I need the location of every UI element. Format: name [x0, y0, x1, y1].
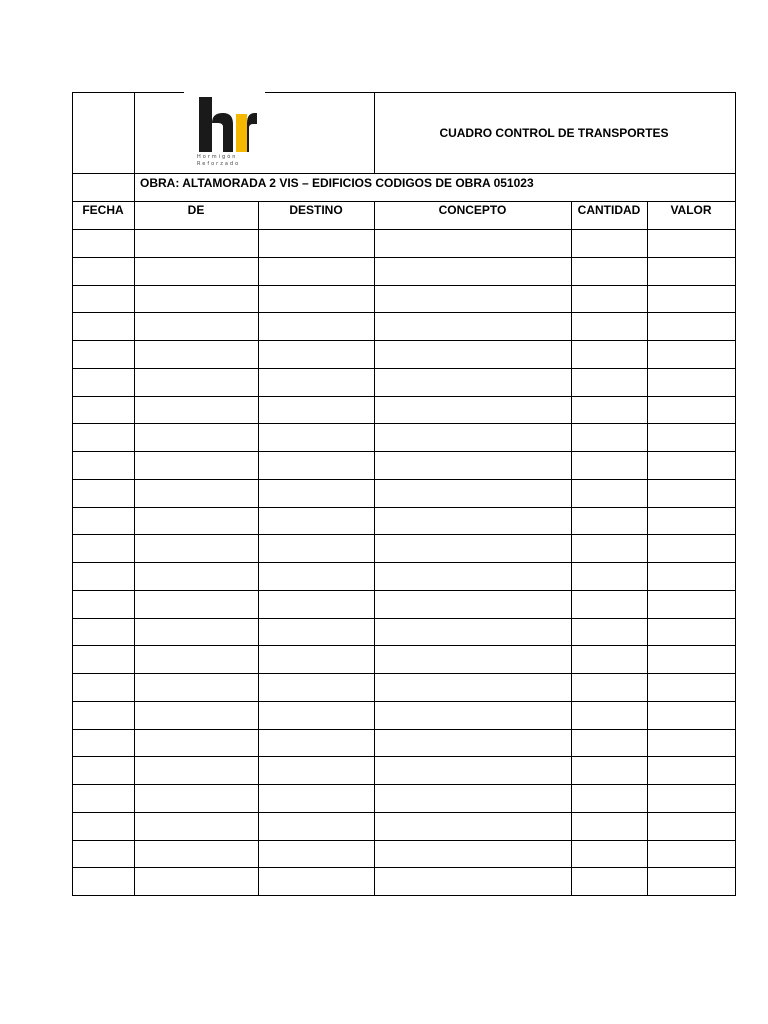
- table-row: [72, 701, 735, 729]
- table-cell: [134, 451, 258, 479]
- table-row: [72, 756, 735, 784]
- table-row: [72, 479, 735, 507]
- table-cell: [134, 396, 258, 424]
- table-cell: [72, 257, 134, 285]
- table-cell: [647, 451, 735, 479]
- table-row: [72, 618, 735, 646]
- obra-description: OBRA: ALTAMORADA 2 VIS – EDIFICIOS CODIGOS DE OBRA 051023: [140, 176, 534, 190]
- table-cell: [374, 562, 571, 590]
- table-cell: [72, 784, 134, 812]
- table-cell: [647, 840, 735, 868]
- table-cell: [647, 590, 735, 618]
- table-row: [72, 840, 735, 868]
- table-cell: [258, 812, 374, 840]
- table-row: [72, 285, 735, 313]
- table-cell: [134, 257, 258, 285]
- table-right-border: [735, 92, 736, 896]
- table-cell: [134, 867, 258, 895]
- table-cell: [571, 645, 647, 673]
- table-row: [72, 534, 735, 562]
- table-cell: [258, 701, 374, 729]
- table-cell: [258, 562, 374, 590]
- table-cell: [258, 729, 374, 757]
- table-cell: [134, 534, 258, 562]
- column-header-concepto: CONCEPTO: [438, 203, 507, 217]
- table-cell: [258, 534, 374, 562]
- table-cell: [647, 673, 735, 701]
- table-cell: [72, 840, 134, 868]
- table-cell: [571, 701, 647, 729]
- table-cell: [374, 756, 571, 784]
- table-cell: [134, 701, 258, 729]
- table-cell: [647, 368, 735, 396]
- table-cell: [258, 507, 374, 535]
- table-row: [72, 590, 735, 618]
- table-cell: [72, 368, 134, 396]
- table-cell: [258, 867, 374, 895]
- table-cell: [134, 645, 258, 673]
- row-border: [72, 895, 736, 896]
- table-cell: [647, 756, 735, 784]
- table-cell: [134, 312, 258, 340]
- table-cell: [134, 812, 258, 840]
- table-cell: [72, 423, 134, 451]
- table-cell: [647, 534, 735, 562]
- table-cell: [72, 701, 134, 729]
- table-cell: [134, 368, 258, 396]
- table-cell: [571, 507, 647, 535]
- company-logo: [183, 93, 265, 171]
- table-row: [72, 312, 735, 340]
- table-cell: [134, 729, 258, 757]
- table-cell: [72, 729, 134, 757]
- table-cell: [571, 423, 647, 451]
- table-cell: [571, 257, 647, 285]
- table-top-border: [72, 92, 184, 93]
- table-cell: [258, 368, 374, 396]
- table-cell: [258, 590, 374, 618]
- table-cell: [258, 257, 374, 285]
- table-cell: [374, 840, 571, 868]
- table-cell: [571, 285, 647, 313]
- table-row: [72, 507, 735, 535]
- table-cell: [571, 784, 647, 812]
- table-cell: [571, 756, 647, 784]
- table-cell: [134, 423, 258, 451]
- table-row: [72, 812, 735, 840]
- table-cell: [647, 229, 735, 257]
- table-cell: [134, 784, 258, 812]
- table-top-border: [265, 92, 736, 93]
- table-cell: [72, 673, 134, 701]
- table-cell: [72, 396, 134, 424]
- table-row: [72, 257, 735, 285]
- table-cell: [72, 756, 134, 784]
- table-cell: [258, 285, 374, 313]
- table-cell: [374, 867, 571, 895]
- table-row: [72, 867, 735, 895]
- table-row: [72, 368, 735, 396]
- obra-bottom-border: [72, 201, 736, 202]
- header-bottom-border: [72, 173, 736, 174]
- table-row: [72, 229, 735, 257]
- table-cell: [374, 229, 571, 257]
- table-row: [72, 340, 735, 368]
- table-cell: [571, 562, 647, 590]
- table-cell: [258, 229, 374, 257]
- table-cell: [258, 312, 374, 340]
- table-cell: [258, 840, 374, 868]
- table-cell: [374, 534, 571, 562]
- table-cell: [258, 618, 374, 646]
- table-cell: [134, 562, 258, 590]
- table-cell: [134, 285, 258, 313]
- table-cell: [134, 618, 258, 646]
- table-cell: [647, 562, 735, 590]
- document-title: CUADRO CONTROL DE TRANSPORTES: [439, 126, 669, 140]
- table-cell: [571, 229, 647, 257]
- table-cell: [647, 507, 735, 535]
- table-cell: [72, 867, 134, 895]
- table-cell: [258, 479, 374, 507]
- table-row: [72, 396, 735, 424]
- table-cell: [647, 867, 735, 895]
- table-cell: [258, 451, 374, 479]
- table-cell: [571, 590, 647, 618]
- table-cell: [134, 479, 258, 507]
- table-cell: [571, 812, 647, 840]
- table-cell: [647, 285, 735, 313]
- table-cell: [134, 507, 258, 535]
- table-cell: [134, 840, 258, 868]
- table-cell: [374, 479, 571, 507]
- table-cell: [374, 645, 571, 673]
- table-cell: [72, 534, 134, 562]
- table-cell: [374, 507, 571, 535]
- table-cell: [374, 618, 571, 646]
- table-cell: [571, 618, 647, 646]
- table-cell: [258, 784, 374, 812]
- table-cell: [72, 451, 134, 479]
- table-cell: [258, 673, 374, 701]
- table-cell: [72, 340, 134, 368]
- table-cell: [72, 562, 134, 590]
- table-cell: [571, 840, 647, 868]
- table-cell: [647, 645, 735, 673]
- table-cell: [72, 812, 134, 840]
- table-cell: [72, 285, 134, 313]
- table-row: [72, 451, 735, 479]
- table-cell: [374, 784, 571, 812]
- table-cell: [72, 618, 134, 646]
- table-cell: [374, 812, 571, 840]
- table-cell: [647, 729, 735, 757]
- table-cell: [647, 312, 735, 340]
- table-cell: [134, 673, 258, 701]
- table-cell: [72, 590, 134, 618]
- table-cell: [571, 479, 647, 507]
- table-cell: [374, 451, 571, 479]
- table-row: [72, 423, 735, 451]
- table-cell: [134, 756, 258, 784]
- table-cell: [571, 729, 647, 757]
- table-row: [72, 562, 735, 590]
- table-cell: [571, 673, 647, 701]
- table-cell: [647, 618, 735, 646]
- table-cell: [374, 396, 571, 424]
- table-cell: [72, 229, 134, 257]
- table-row: [72, 645, 735, 673]
- table-cell: [134, 590, 258, 618]
- table-cell: [72, 479, 134, 507]
- column-header-destino: DESTINO: [289, 203, 343, 217]
- column-header-de: DE: [187, 203, 205, 217]
- table-cell: [134, 229, 258, 257]
- logo-line-2: Reforzado: [197, 161, 241, 167]
- table-cell: [374, 423, 571, 451]
- table-cell: [258, 396, 374, 424]
- table-cell: [374, 673, 571, 701]
- table-cell: [374, 701, 571, 729]
- table-cell: [647, 812, 735, 840]
- table-cell: [571, 534, 647, 562]
- table-cell: [647, 701, 735, 729]
- table-cell: [647, 396, 735, 424]
- table-cell: [571, 451, 647, 479]
- table-cell: [647, 257, 735, 285]
- table-cell: [258, 756, 374, 784]
- table-cell: [571, 368, 647, 396]
- table-cell: [72, 645, 134, 673]
- table-cell: [374, 590, 571, 618]
- table-cell: [647, 340, 735, 368]
- table-cell: [72, 507, 134, 535]
- table-cell: [647, 423, 735, 451]
- column-header-valor: VALOR: [670, 203, 712, 217]
- table-cell: [374, 285, 571, 313]
- table-cell: [374, 340, 571, 368]
- table-cell: [374, 257, 571, 285]
- table-cell: [258, 423, 374, 451]
- table-cell: [571, 396, 647, 424]
- table-row: [72, 673, 735, 701]
- table-cell: [571, 340, 647, 368]
- column-header-cantidad: CANTIDAD: [577, 203, 641, 217]
- table-cell: [374, 729, 571, 757]
- table-cell: [647, 784, 735, 812]
- table-cell: [647, 479, 735, 507]
- table-cell: [374, 368, 571, 396]
- column-header-fecha: FECHA: [82, 203, 124, 217]
- table-cell: [258, 340, 374, 368]
- table-row: [72, 729, 735, 757]
- table-cell: [258, 645, 374, 673]
- table-cell: [374, 312, 571, 340]
- table-row: [72, 784, 735, 812]
- table-cell: [571, 867, 647, 895]
- table-cell: [72, 312, 134, 340]
- logo-line-1: Hormigón: [197, 154, 238, 160]
- table-cell: [571, 312, 647, 340]
- table-cell: [134, 340, 258, 368]
